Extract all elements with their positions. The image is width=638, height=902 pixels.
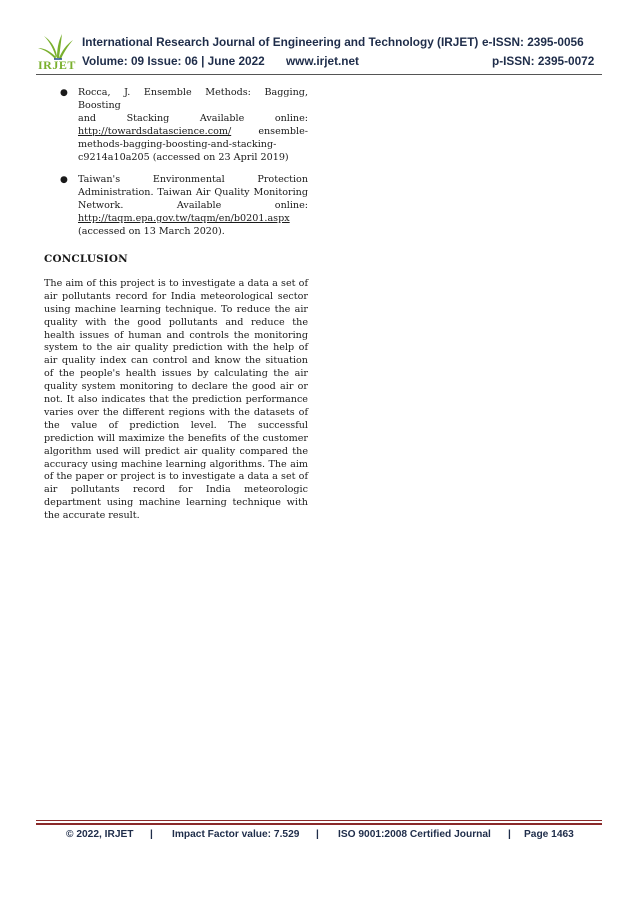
ref-line: Rocca, J. Ensemble Methods: Bagging, Boosting (78, 87, 308, 111)
footer-divider (36, 820, 602, 821)
reference-item (44, 174, 308, 239)
journal-title: International Research Journal of Engineering and Technology (IRJET) (82, 35, 479, 49)
e-issn: e-ISSN: 2395-0056 (482, 35, 584, 49)
volume-issue: Volume: 09 Issue: 06 | June 2022 (82, 54, 265, 68)
header-divider (36, 74, 602, 75)
ref-line: Administration. Taiwan Air Quality Monitoring (78, 187, 308, 199)
reference-item (44, 87, 308, 164)
website-link[interactable]: www.irjet.net (286, 54, 359, 68)
reference-list (44, 87, 308, 239)
logo-text: IRJET (38, 58, 76, 72)
ref-url-line (78, 213, 308, 226)
footer-divider-thick (36, 823, 602, 825)
ref-line: Network. Available online: (78, 200, 308, 212)
footer-separator: | (150, 829, 153, 840)
conclusion-paragraph: The aim of this project is to investigate a data a set of air pollutants record for India meteorological sector using machine learning technique. To reduce the air quality with the good pollutants and reduce the health issues of human and controls the monitoring system to the air quality prediction with the help of air quality index can control and know the situation of the people's health issues by calculating the air quality system monitoring to declare the good air or not. It also indicates that the prediction performance varies over the different regions with the datasets of the value of prediction level. The successful prediction will maximize the benefits of the customer algorithm used will predict air quality compared the accuracy using machine learning algorithms. The aim of the paper or project is to investigate a data a set of air pollutants record for India meteorologic department using machine learning technique with the accurate result. (44, 277, 308, 522)
footer-separator: | (316, 829, 319, 840)
bullet-icon: ● (60, 175, 68, 186)
footer-impact-factor: Impact Factor value: 7.529 (172, 829, 300, 840)
reference-link[interactable]: http://towardsdatascience.com/ (78, 125, 232, 137)
ref-line: and Stacking Available online: (78, 112, 308, 124)
footer-separator: | (508, 829, 511, 840)
footer-iso: ISO 9001:2008 Certified Journal (338, 829, 491, 840)
footer-page-number: Page 1463 (524, 829, 574, 840)
p-issn: p-ISSN: 2395-0072 (492, 54, 595, 68)
left-column (44, 87, 308, 523)
reference-link[interactable]: http://taqm.epa.gov.tw/taqm/en/b0201.aspx (78, 213, 290, 225)
bullet-icon: ● (60, 88, 68, 98)
page-header (36, 30, 606, 78)
ref-url-line: http://towardsdatascience.com/ ensemble- (78, 125, 308, 137)
ref-line: methods-bagging-boosting-and-stacking- (78, 138, 277, 150)
section-heading: CONCLUSION (44, 252, 128, 265)
footer-copyright: © 2022, IRJET (66, 829, 134, 840)
ref-line: c9214a10a205 (accessed on 23 April 2019) (78, 151, 289, 163)
ref-line: Taiwan's Environmental Protection (78, 174, 308, 186)
ref-line: (accessed on 13 March 2020). (78, 226, 225, 238)
